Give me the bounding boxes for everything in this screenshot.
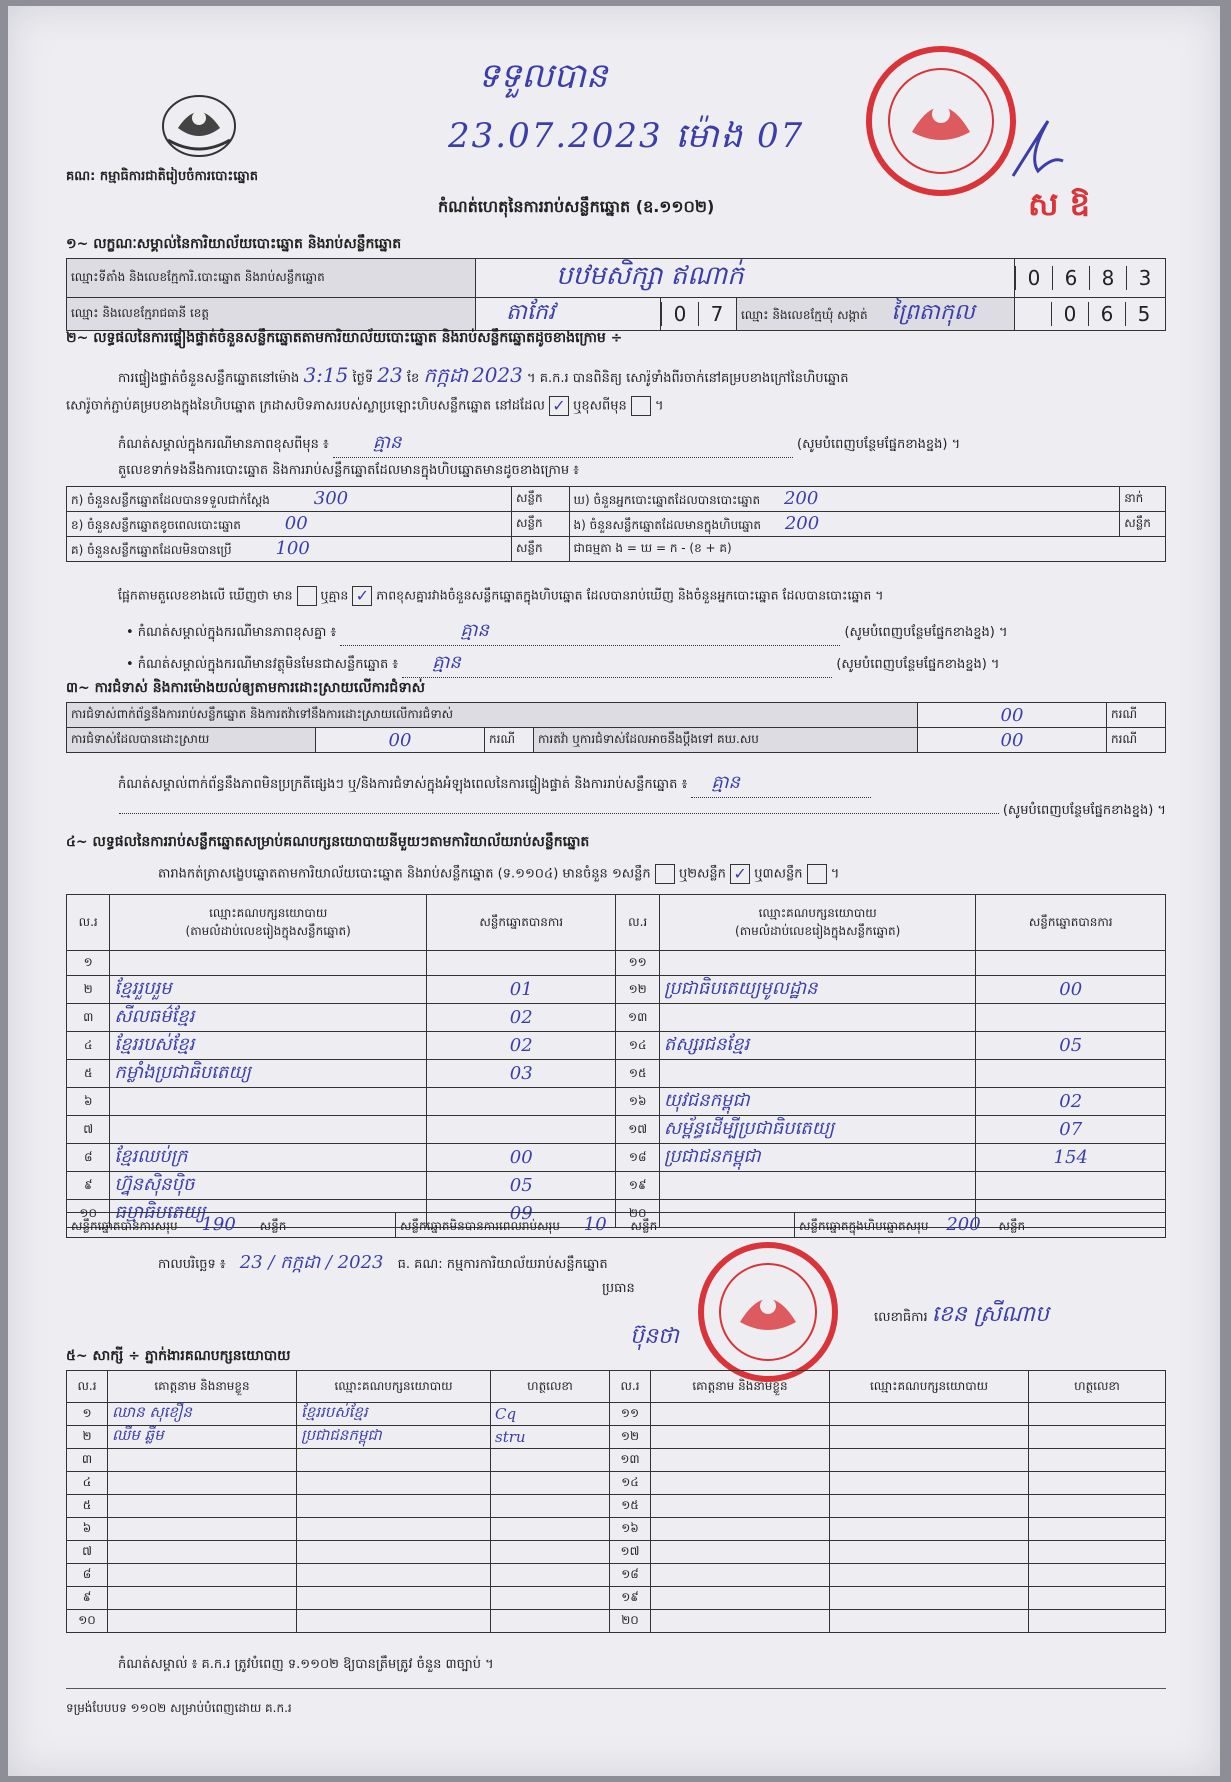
witness-row xyxy=(67,1541,1166,1564)
witness-signature xyxy=(491,1587,610,1610)
commune-code: 0 6 5 xyxy=(1015,298,1166,331)
party-votes: 02 xyxy=(426,1004,616,1032)
section1-title: ១~ លក្ខណៈសម្គាល់នៃការិយាល័យបោះឆ្នោត និងរាប់សន្លឹកឆ្នោត xyxy=(66,236,402,252)
witness-name xyxy=(651,1587,830,1610)
party-no: ៦ xyxy=(67,1088,110,1116)
witness-no: ៩ xyxy=(67,1587,108,1610)
witness-name xyxy=(108,1449,297,1472)
objections-value: 00 xyxy=(918,703,1107,728)
official-seal-committee xyxy=(698,1242,838,1382)
verification-line1: ការផ្ទៀងផ្ទាត់ចំនួនសន្លឹកឆ្នោតនៅម៉ោង 3:15 ថ្ងៃទី 23 ខែ កក្កដា 2023 ។ គ.ក.រ បានពិនិត្យ សោរ៉ូទាំងពីរចាក់នៅគម្របខាងក្រៅនៃហិបឆ្នោត xyxy=(118,363,849,387)
party-results-table: ល.រ ឈ្មោះគណបក្សនយោបាយ (តាមលំដាប់លេខរៀងក្នុងសន្លឹកឆ្នោត) សន្លឹកឆ្នោតបានការ ល.រ ឈ្មោះគណបក្សនយោបាយ (តាមលំដាប់លេខរៀងក្នុងសន្លឹកឆ្នោត) សន្លឹកឆ្នោតបានការ ១ ១១ ២ ខ្មែររួបរួម 01 ១២ ប្រជាធិបតេយ្យមូលដ្ឋាន 00 ៣ សីលធម៌ខ្មែរ 02 ១៣ ៤ ខ្មែររបស់ខ្មែរ 02 ១៤ ឥស្សរជនខ្មែរ 05 ៥ កម្លាំងប្រជាធិបតេយ្យ 03 ១៥ ៦ ១៦ យុវជនកម្ពុជា 02 ៧ ១៧ សម្ព័ន្ធដើម្បីប្រជាធិបតេយ្យ 07 ៨ ខ្មែរឈប់ក្រ 00 ១៨ ប្រជាជនកម្ពុជា 154 ៩ ហ្វ៊ុនស៊ិនប៉ិច 05 ១៩ ១០ ធម្មាធិបតេយ្យ 09 ២០ xyxy=(66,894,1166,1228)
party-no: ៧ xyxy=(67,1116,110,1144)
one-sheet-checkbox[interactable] xyxy=(655,864,675,884)
party-no: ១៧ xyxy=(616,1116,659,1144)
party-votes xyxy=(976,1060,1166,1088)
secretary-line: លេខាធិការ ខេន ស្រីណាប xyxy=(874,1302,1049,1327)
party-votes xyxy=(426,1088,616,1116)
party-votes xyxy=(426,1116,616,1144)
party-name: ប្រជាធិបតេយ្យមូលដ្ឋាន xyxy=(659,976,976,1004)
witness-no: ១៨ xyxy=(610,1564,651,1587)
party-name: កម្លាំងប្រជាធិបតេយ្យ xyxy=(110,1060,427,1088)
witness-name xyxy=(108,1587,297,1610)
witness-no: ១៣ xyxy=(610,1449,651,1472)
party-row xyxy=(67,1172,1166,1200)
party-name: ឥស្សរជនខ្មែរ xyxy=(659,1032,976,1060)
nec-emblem-icon xyxy=(158,88,240,160)
witness-signature xyxy=(491,1518,610,1541)
party-name xyxy=(110,1116,427,1144)
witness-no: ១៧ xyxy=(610,1541,651,1564)
section2-title: ២~ លទ្ធផលនៃការផ្ទៀងផ្ទាត់ចំនួនសន្លឹកឆ្នោតតាមការិយាល័យបោះឆ្នោត និងរាប់សន្លឹកឆ្នោតដូចខាងក្រោម ÷ xyxy=(66,330,623,346)
two-sheets-checkbox[interactable]: ✓ xyxy=(730,864,750,884)
section4-subtitle: តារាងកត់ត្រាសង្ខេបឆ្នោតតាមការិយាល័យបោះឆ្នោត និងរាប់សន្លឹកឆ្នោត (ទ.១១០៤) មានចំនួន ១សន្លឹក ឬ២សន្លឹក ✓ ឬ៣សន្លឹក ។ xyxy=(158,864,840,883)
party-row xyxy=(67,1144,1166,1172)
party-votes: 154 xyxy=(976,1144,1166,1172)
party-no: ១៦ xyxy=(616,1088,659,1116)
party-row xyxy=(67,951,1166,976)
witness-name xyxy=(651,1610,830,1633)
non-ballot-note: • កំណត់សម្គាល់ក្នុងករណីមានវត្ថុមិនមែនជាសន្លឹកឆ្នោត ៖ គ្មាន (សូមបំពេញបន្ថែមផ្នែកខាងខ្នង) ។ xyxy=(126,650,1186,678)
party-row xyxy=(67,1088,1166,1116)
party-name xyxy=(659,1060,976,1088)
commune-value: ព្រៃតាកុល xyxy=(891,300,975,325)
party-name: ធម្មាធិបតេយ្យ xyxy=(110,1200,427,1228)
footer-note: កំណត់សម្គាល់ ៖ គ.ក.រ ត្រូវបំពេញ ទ.១១០២ ឱ្យបានត្រឹមត្រូវ ចំនួន ៣ច្បាប់ ។ xyxy=(118,1657,494,1672)
party-no: ២ xyxy=(67,976,110,1004)
witness-signature xyxy=(1029,1426,1166,1449)
witness-name xyxy=(651,1541,830,1564)
party-name: ខ្មែររបស់ខ្មែរ xyxy=(110,1032,427,1060)
witness-party xyxy=(297,1541,491,1564)
witness-signature xyxy=(1029,1449,1166,1472)
witness-no: ១៦ xyxy=(610,1518,651,1541)
secretary-signature: ខេន ស្រីណាប xyxy=(931,1302,1049,1327)
witness-signature: Cq xyxy=(491,1403,610,1426)
party-votes xyxy=(426,951,616,976)
party-no: ១២ xyxy=(616,976,659,1004)
party-row xyxy=(67,1032,1166,1060)
party-name: ខ្មែរឈប់ក្រ xyxy=(110,1144,427,1172)
party-no: ១៨ xyxy=(616,1144,659,1172)
party-votes: 01 xyxy=(426,976,616,1004)
party-votes: 05 xyxy=(426,1172,616,1200)
witness-party xyxy=(297,1495,491,1518)
party-no: ១៩ xyxy=(616,1172,659,1200)
witness-row xyxy=(67,1564,1166,1587)
difference-note-line: កំណត់សម្គាល់ក្នុងករណីមានភាពខុសពីមុន ៖ គ្មាន (សូមបំពេញបន្ថែមផ្នែកខាងខ្នង) ។ xyxy=(118,430,1178,458)
witness-signature xyxy=(1029,1541,1166,1564)
province-code: 0 7 xyxy=(661,298,737,331)
witness-party xyxy=(297,1518,491,1541)
appeals-value: 00 xyxy=(918,728,1107,753)
witness-signature xyxy=(1029,1403,1166,1426)
witness-row xyxy=(67,1610,1166,1633)
party-name xyxy=(659,951,976,976)
witness-row xyxy=(67,1518,1166,1541)
witness-party xyxy=(830,1426,1029,1449)
party-no: ៣ xyxy=(67,1004,110,1032)
witness-party xyxy=(830,1541,1029,1564)
party-row xyxy=(67,1004,1166,1032)
witness-signature xyxy=(491,1449,610,1472)
witness-name xyxy=(651,1495,830,1518)
witness-name: ឈឹម ឆ្លឹម xyxy=(108,1426,297,1449)
party-no: ៥ xyxy=(67,1060,110,1088)
witness-party xyxy=(830,1564,1029,1587)
party-name: យុវជនកម្ពុជា xyxy=(659,1088,976,1116)
witness-party xyxy=(830,1472,1029,1495)
form-page xyxy=(8,6,1220,1776)
witness-no: ២០ xyxy=(610,1610,651,1633)
signature-top xyxy=(1008,116,1068,186)
witness-name: ឈាន សុខឿន xyxy=(108,1403,297,1426)
witness-name xyxy=(651,1564,830,1587)
difference-note: • កំណត់សម្គាល់ក្នុងករណីមានភាពខុសគ្នា ៖ គ្មាន (សូមបំពេញបន្ថែមផ្នែកខាងខ្នង) ។ xyxy=(126,618,1186,646)
resolved-objections-value: 00 xyxy=(316,728,485,753)
spoiled-ballots-value: 00 xyxy=(284,513,308,534)
totals-table: សន្លឹកឆ្នោតបានការសរុប 190 សន្លឹក សន្លឹកឆ្នោតមិនបានការពេលរាប់សរុប 10 សន្លឹក សន្លឹកឆ្នោតក្នុងហិបឆ្នោតសរុប 200 សន្លឹក xyxy=(66,1212,1166,1238)
date-value: 23 / កក្កដា / 2023 xyxy=(239,1252,384,1273)
chair-signature: ប៊ុនថា xyxy=(630,1324,679,1349)
witness-party xyxy=(830,1403,1029,1426)
witness-name xyxy=(108,1472,297,1495)
total-box-value: 200 xyxy=(946,1214,981,1235)
chair-label: ប្រធាន xyxy=(602,1281,635,1296)
witness-signature xyxy=(491,1541,610,1564)
witness-signature xyxy=(1029,1564,1166,1587)
party-no: ៤ xyxy=(67,1032,110,1060)
witness-no: ១០ xyxy=(67,1610,108,1633)
witness-signature xyxy=(1029,1472,1166,1495)
senate-mark: ស ឱ xyxy=(1028,185,1090,223)
has-difference-checkbox[interactable] xyxy=(297,586,317,606)
witness-party xyxy=(830,1587,1029,1610)
unchanged-checkbox[interactable]: ✓ xyxy=(549,396,569,416)
figures-intro: តួលេខទាក់ទងនឹងការបោះឆ្នោត និងការរាប់សន្លឹកឆ្នោតដែលមានក្នុងហិបឆ្នោតមានដូចខាងក្រោម ៖ xyxy=(118,463,579,478)
party-no: ១៤ xyxy=(616,1032,659,1060)
party-votes: 02 xyxy=(976,1088,1166,1116)
formula: ជាធម្មតា ង = ឃ = ក - (ខ + គ) xyxy=(569,537,1165,562)
received-label: ទទួលបាន xyxy=(478,56,608,96)
witness-name xyxy=(108,1541,297,1564)
party-votes: 03 xyxy=(426,1060,616,1088)
compare-line: ផ្អែកតាមតួលេខខាងលើ ឃើញថា មាន ឬគ្មាន ✓ ភាពខុសគ្នារវាងចំនួនសន្លឹកឆ្នោតក្នុងហិបឆ្នោត ដែលបានរាប់ឃើញ និងចំនួនអ្នកបោះឆ្នោត ដែលបានបោះឆ្នោត ។ xyxy=(118,586,884,605)
witness-signature: stru xyxy=(491,1426,610,1449)
witness-signature xyxy=(1029,1495,1166,1518)
section1-table xyxy=(66,258,1166,331)
witness-no: ៦ xyxy=(67,1518,108,1541)
witness-signature xyxy=(1029,1610,1166,1633)
form-title: កំណត់ហេតុនៃការរាប់សន្លឹកឆ្នោត (ឧ.១១០២) xyxy=(438,197,715,216)
witness-name xyxy=(108,1610,297,1633)
party-name: ហ្វ៊ុនស៊ិនប៉ិច xyxy=(110,1172,427,1200)
party-row xyxy=(67,1060,1166,1088)
witness-row xyxy=(67,1472,1166,1495)
location-value: បឋមសិក្សា ឥណាក់ xyxy=(476,259,1015,298)
voters-value: 200 xyxy=(783,488,819,509)
witness-party: ប្រជាជនកម្ពុជា xyxy=(297,1426,491,1449)
witness-name xyxy=(651,1518,830,1541)
witness-no: ១៥ xyxy=(610,1495,651,1518)
total-valid-value: 190 xyxy=(201,1214,236,1235)
section4-title: ៤~ លទ្ធផលនៃការរាប់សន្លឹកឆ្នោតសម្រាប់គណបក្សនយោបាយនីមួយៗតាមការិយាល័យរាប់សន្លឹកឆ្នោត xyxy=(66,834,590,850)
party-name xyxy=(659,1004,976,1032)
changed-checkbox[interactable] xyxy=(631,396,651,416)
witness-no: ៣ xyxy=(67,1449,108,1472)
witness-no: ២ xyxy=(67,1426,108,1449)
no-difference-checkbox[interactable]: ✓ xyxy=(352,586,372,606)
party-no: ១ xyxy=(67,951,110,976)
witness-no: ១២ xyxy=(610,1426,651,1449)
location-label: ឈ្មោះទីតាំង និងលេខក្មែការិ.បោះឆ្នោត និងរាប់សន្លឹកឆ្នោត xyxy=(67,259,476,298)
party-row xyxy=(67,1116,1166,1144)
witness-no: ៨ xyxy=(67,1564,108,1587)
party-votes xyxy=(976,951,1166,976)
witness-row xyxy=(67,1587,1166,1610)
party-no: ១០ xyxy=(67,1200,110,1228)
witness-no: ១១ xyxy=(610,1403,651,1426)
witness-row xyxy=(67,1403,1166,1426)
witness-table: ល.រ គោត្តនាម និងនាមខ្លួន ឈ្មោះគណបក្សនយោបាយ ហត្ថលេខា ល.រ គោត្តនាម និងនាមខ្លួន ឈ្មោះគណបក្សនយោបាយ ហត្ថលេខា ១ ឈាន សុខឿន ខ្មែររបស់ខ្មែរ Cq ១១ ២ ឈឹម ឆ្លឹម ប្រជាជនកម្ពុជា stru ១២ ៣ ១៣ ៤ ១៤ ៥ ១៥ ៦ ១៦ ៧ ១៧ ៨ ១៨ ៩ ១៩ ១០ ២០ xyxy=(66,1370,1166,1633)
party-no: ៨ xyxy=(67,1144,110,1172)
witness-party xyxy=(297,1610,491,1633)
witness-no: ១៩ xyxy=(610,1587,651,1610)
witness-name xyxy=(651,1403,830,1426)
party-name xyxy=(110,951,427,976)
party-name: ប្រជាជនកម្ពុជា xyxy=(659,1144,976,1172)
location-code: 0 6 8 3 xyxy=(1015,259,1166,298)
party-no: ២០ xyxy=(616,1200,659,1228)
section3-title: ៣~ ការជំទាស់ និងការម៉ោងយល់ឲ្យតាមការដោះស្រាយលើការជំទាស់ xyxy=(66,680,425,696)
official-seal-top xyxy=(866,46,1016,196)
witness-signature xyxy=(491,1564,610,1587)
witness-signature xyxy=(1029,1587,1166,1610)
party-votes: 00 xyxy=(426,1144,616,1172)
party-votes: 00 xyxy=(976,976,1166,1004)
witness-no: ១ xyxy=(67,1403,108,1426)
verification-line2: សោរ៉ូចាក់ភ្ជាប់គម្របខាងក្នុងនៃហិបឆ្នោត ក្រដាសបិទភាសរបស់ស្លាប្រឡោះហិបសន្លឹកឆ្នោត នៅដដែល ✓ ឬខុសពីមុន ។ xyxy=(66,396,664,415)
witness-row xyxy=(67,1495,1166,1518)
witness-row xyxy=(67,1449,1166,1472)
witness-party xyxy=(297,1472,491,1495)
party-row xyxy=(67,976,1166,1004)
witness-name xyxy=(651,1472,830,1495)
witness-party: ខ្មែររបស់ខ្មែរ xyxy=(297,1403,491,1426)
party-no: ១៥ xyxy=(616,1060,659,1088)
party-votes: 09 xyxy=(426,1200,616,1228)
total-invalid-value: 10 xyxy=(583,1214,607,1235)
witness-party xyxy=(297,1587,491,1610)
received-ballots-value: 300 xyxy=(313,488,349,509)
commune-label: ឈ្មោះ និងលេខក្មែឃុំ សង្កាត់ ព្រៃតាកុល xyxy=(737,298,1015,331)
witness-name xyxy=(651,1449,830,1472)
party-name: សម្ព័ន្ធដើម្បីប្រជាធិបតេយ្យ xyxy=(659,1116,976,1144)
witness-no: ៥ xyxy=(67,1495,108,1518)
witness-name xyxy=(108,1518,297,1541)
witness-signature xyxy=(491,1610,610,1633)
objections-table: ការជំទាស់ពាក់ព័ន្ធនឹងការរាប់សន្លឹកឆ្នោត និងការតវ៉ាទៅនឹងការដោះស្រាយលើការជំទាស់ 00 ករណី ការជំទាស់ដែលបានដោះស្រាយ 00 ករណី ការតវ៉ា ឬការជំទាស់ដែលអាចនឹងប្តឹងទៅ គឃ.សប 00 ករណី xyxy=(66,702,1166,753)
witness-party xyxy=(830,1610,1029,1633)
witness-signature xyxy=(1029,1518,1166,1541)
party-votes xyxy=(976,1004,1166,1032)
party-name xyxy=(110,1088,427,1116)
witness-signature xyxy=(491,1495,610,1518)
irregularity-hint-line: (សូមបំពេញបន្ថែមផ្នែកខាងខ្នង) ។ xyxy=(66,802,1166,821)
witness-no: ៤ xyxy=(67,1472,108,1495)
footer-divider xyxy=(66,1688,1166,1689)
ballots-in-box-value: 200 xyxy=(784,513,820,534)
province-value: តាកែវ xyxy=(476,298,661,331)
party-no: ១១ xyxy=(616,951,659,976)
unused-ballots-value: 100 xyxy=(275,538,310,559)
witness-name xyxy=(108,1495,297,1518)
figures-table: ក) ចំនួនសន្លឹកឆ្នោតដែលបានទទួលជាក់ស្តែង 300 សន្លឹក ឃ) ចំនួនអ្នកបោះឆ្នោតដែលបានបោះឆ្នោត 200 នាក់ ខ) ចំនួនសន្លឹកឆ្នោតខូចពេលបោះឆ្នោត 00 សន្លឹក ង) ចំនួនសន្លឹកឆ្នោតដែលមានក្នុងហិបឆ្នោត 200 សន្លឹក គ) ចំនួនសន្លឹកឆ្នោតដែលមិនបានប្រើ 100 សន្លឹក ជាធម្មតា ង = ឃ = ក - (ខ + គ) xyxy=(66,486,1166,562)
witness-party xyxy=(830,1518,1029,1541)
witness-signature xyxy=(491,1472,610,1495)
org-name: គណ: កម្មាធិការជាតិរៀបចំការបោះឆ្នោត xyxy=(66,169,258,184)
witness-no: ៧ xyxy=(67,1541,108,1564)
witness-name xyxy=(651,1426,830,1449)
party-votes xyxy=(976,1172,1166,1200)
party-no: ៩ xyxy=(67,1172,110,1200)
witness-row xyxy=(67,1426,1166,1449)
three-sheets-checkbox[interactable] xyxy=(807,864,827,884)
party-name: ខ្មែររួបរួម xyxy=(110,976,427,1004)
witness-name xyxy=(108,1564,297,1587)
party-no: ១៣ xyxy=(616,1004,659,1032)
irregularity-note: កំណត់សម្គាល់ពាក់ព័ន្ធនឹងភាពមិនប្រក្រតីផ្សេងៗ ឬ/និងការជំទាស់ក្នុងអំឡុងពេលនៃការផ្ទៀងផ្ទាត់ និងការរាប់សន្លឹកឆ្នោត ៖ គ្មាន xyxy=(118,770,1178,798)
province-label: ឈ្មោះ និងលេខក្មែរាជធានី ខេត្ត xyxy=(67,298,476,331)
received-datetime: 23.07.2023 ម៉ោង 07 xyxy=(448,116,805,156)
party-name: សីលធម៌ខ្មែរ xyxy=(110,1004,427,1032)
section5-title: ៥~ សាក្សី ÷ ភ្នាក់ងារគណបក្សនយោបាយ xyxy=(66,1348,291,1364)
party-votes: 02 xyxy=(426,1032,616,1060)
witness-party xyxy=(830,1495,1029,1518)
witness-no: ១៤ xyxy=(610,1472,651,1495)
date-line: កាលបរិច្ឆេទ ៖ 23 / កក្កដា / 2023 ធ. គណ: កម្មការការិយាល័យរាប់សន្លឹកឆ្នោត xyxy=(158,1252,608,1273)
party-votes: 05 xyxy=(976,1032,1166,1060)
witness-party xyxy=(297,1564,491,1587)
witness-party xyxy=(297,1449,491,1472)
party-votes: 07 xyxy=(976,1116,1166,1144)
party-name xyxy=(659,1172,976,1200)
witness-party xyxy=(830,1449,1029,1472)
footer-form-id: ទម្រង់បែបបទ ១១០២ សម្រាប់បំពេញដោយ គ.ក.រ xyxy=(66,1701,292,1715)
